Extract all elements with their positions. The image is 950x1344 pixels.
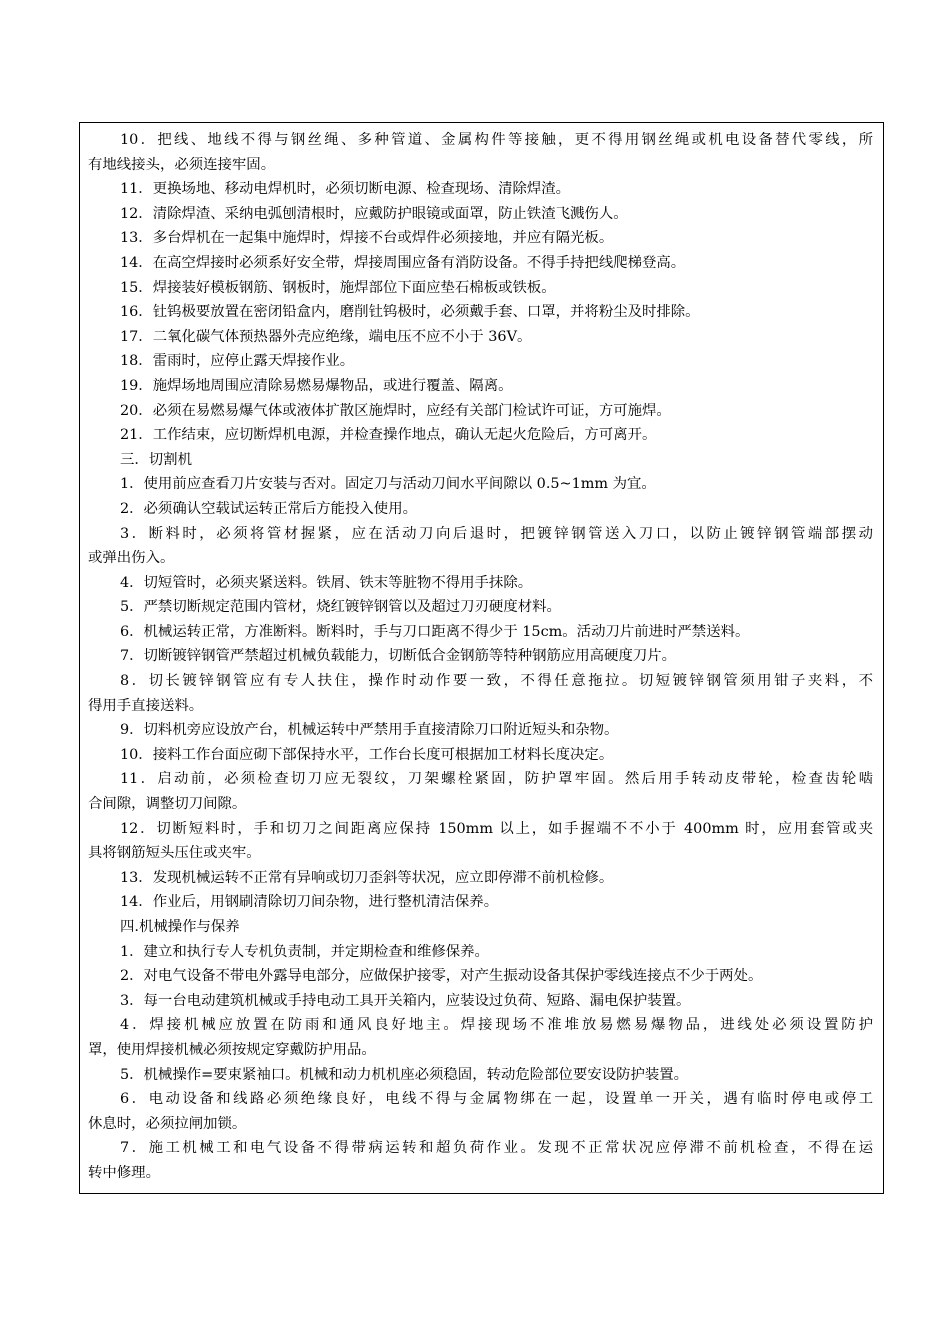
text-line: 6．机械运转正常，方准断料。断料时，手与刀口距离不得少于 15cm。活动刀片前进时严禁送料。	[120, 623, 750, 640]
text-line: 9．切料机旁应设放产台，机械运转中严禁用手直接清除刀口附近短头和杂物。	[120, 722, 619, 739]
text-line: 17．二氧化碳气体预热器外壳应绝缘，端电压不应不小于 36V。	[120, 328, 532, 345]
text-line: 10．接料工作台面应砌下部保持水平，工作台长度可根据加工材料长度决定。	[120, 746, 614, 763]
text-line: 18．雷雨时，应停止露天焊接作业。	[120, 353, 355, 370]
text-line: 转中修理。	[88, 1164, 160, 1181]
text-line: 1．建立和执行专人专机负责制，并定期检查和维修保养。	[120, 943, 489, 960]
text-line: 16．钍钨极要放置在密闭铅盒内，磨削钍钨极时，必须戴手套、口罩，并将粉尘及时排除。	[120, 304, 700, 321]
text-line: 6．电动设备和线路必须绝缘良好，电线不得与金属物绑在一起，设置单一开关，遇有临时停电或停工	[120, 1091, 873, 1108]
text-line: 12．切断短料时，手和切刀之间距离应保持 150mm 以上，如手握端不不小于 400mm 时，应用套管或夹	[120, 820, 873, 837]
text-line: 4．切短管时，必须夹紧送料。铁屑、铁末等脏物不得用手抹除。	[120, 574, 533, 591]
text-line: 13．多台焊机在一起集中施焊时，焊接不台或焊件必须接地，并应有隔光板。	[120, 230, 614, 247]
text-line: 21．工作结束，应切断焊机电源，并检查操作地点，确认无起火危险后，方可离开。	[120, 427, 657, 444]
text-line: 5．严禁切断规定范围内管材，烧红镀锌钢管以及超过刀刃硬度材料。	[120, 599, 561, 616]
text-line: 或弹出伤入。	[88, 550, 175, 567]
text-line: 四.机械操作与保养	[120, 919, 240, 935]
document-table-cell	[79, 122, 884, 1194]
text-line: 14．作业后，用钢刷清除切刀间杂物，进行整机清洁保养。	[120, 894, 499, 911]
text-line: 20．必须在易燃易爆气体或液体扩散区施焊时，应经有关部门检试许可证，方可施焊。	[120, 402, 671, 419]
text-line: 8．切长镀锌钢管应有专人扶住，操作时动作要一致，不得任意拖拉。切短镀锌钢管须用钳子夹料，不	[120, 673, 873, 690]
text-line: 三．切割机	[120, 451, 192, 468]
text-line: 3．断料时，必须将管材握紧，应在活动刀向后退时，把镀锌钢管送入刀口，以防止镀锌钢管端部摆动	[120, 525, 873, 542]
text-line: 10．把线、地线不得与钢丝绳、多种管道、金属构件等接触，更不得用钢丝绳或机电设备替代零线，所	[120, 132, 873, 148]
text-line: 11．启动前，必须检查切刀应无裂纹，刀架螺栓紧固，防护罩牢固。然后用手转动皮带轮，检查齿轮啮	[120, 771, 873, 788]
text-line: 14．在高空焊接时必须系好安全带，焊接周围应备有消防设备。不得手持把线爬梯登高。	[120, 254, 686, 271]
text-line: 2．必须确认空载试运转正常后方能投入使用。	[120, 500, 417, 517]
text-line: 3．每一台电动建筑机械或手持电动工具开关箱内，应装设过负荷、短路、漏电保护装置。	[120, 992, 691, 1009]
text-line: 7．切断镀锌钢管严禁超过机械负载能力，切断低合金钢筋等特种钢筋应用高硬度刀片。	[120, 648, 677, 665]
text-line: 合间隙，调整切刀间隙。	[88, 796, 247, 813]
text-line: 15．焊接装好模板钢筋、钢板时，施焊部位下面应垫石棉板或铁板。	[120, 279, 556, 296]
text-line: 1．使用前应查看刀片安装与否对。固定刀与活动刀间水平间隙以 0.5~1mm 为宜。	[120, 476, 656, 493]
text-line: 5．机械操作=要束紧袖口。机械和动力机机座必须稳固，转动危险部位要安设防护装置。	[120, 1066, 689, 1083]
text-line: 19．施焊场地周围应清除易燃易爆物品，或进行覆盖、隔离。	[120, 377, 513, 394]
text-line: 11．更换场地、移动电焊机时，必须切断电源、检查现场、清除焊渣。	[120, 181, 571, 198]
text-line: 2．对电气设备不带电外露导电部分，应做保护接零，对产生振动设备其保护零线连接点不少于两处。	[120, 968, 763, 985]
text-line: 具将钢筋短头压住或夹牢。	[88, 845, 261, 862]
text-line: 有地线接头，必须连接牢固。	[88, 156, 276, 173]
text-line: 13．发现机械运转不正常有异响或切刀歪斜等状况，应立即停滞不前机检修。	[120, 869, 614, 886]
text-line: 4．焊接机械应放置在防雨和通风良好地主。焊接现场不准堆放易燃易爆物品，进线处必须设置防护	[120, 1017, 873, 1034]
text-line: 7．施工机械工和电气设备不得带病运转和超负荷作业。发现不正常状况应停滞不前机检查，不得在运	[120, 1140, 873, 1157]
text-line: 休息时，必须拉闸加锁。	[88, 1115, 247, 1132]
text-line: 12．清除焊渣、采纳电弧刨清根时，应戴防护眼镜或面罩，防止铁渣飞溅伤人。	[120, 205, 628, 222]
text-line: 得用手直接送料。	[88, 697, 204, 714]
text-line: 罩，使用焊接机械必须按规定穿戴防护用品。	[88, 1041, 376, 1058]
